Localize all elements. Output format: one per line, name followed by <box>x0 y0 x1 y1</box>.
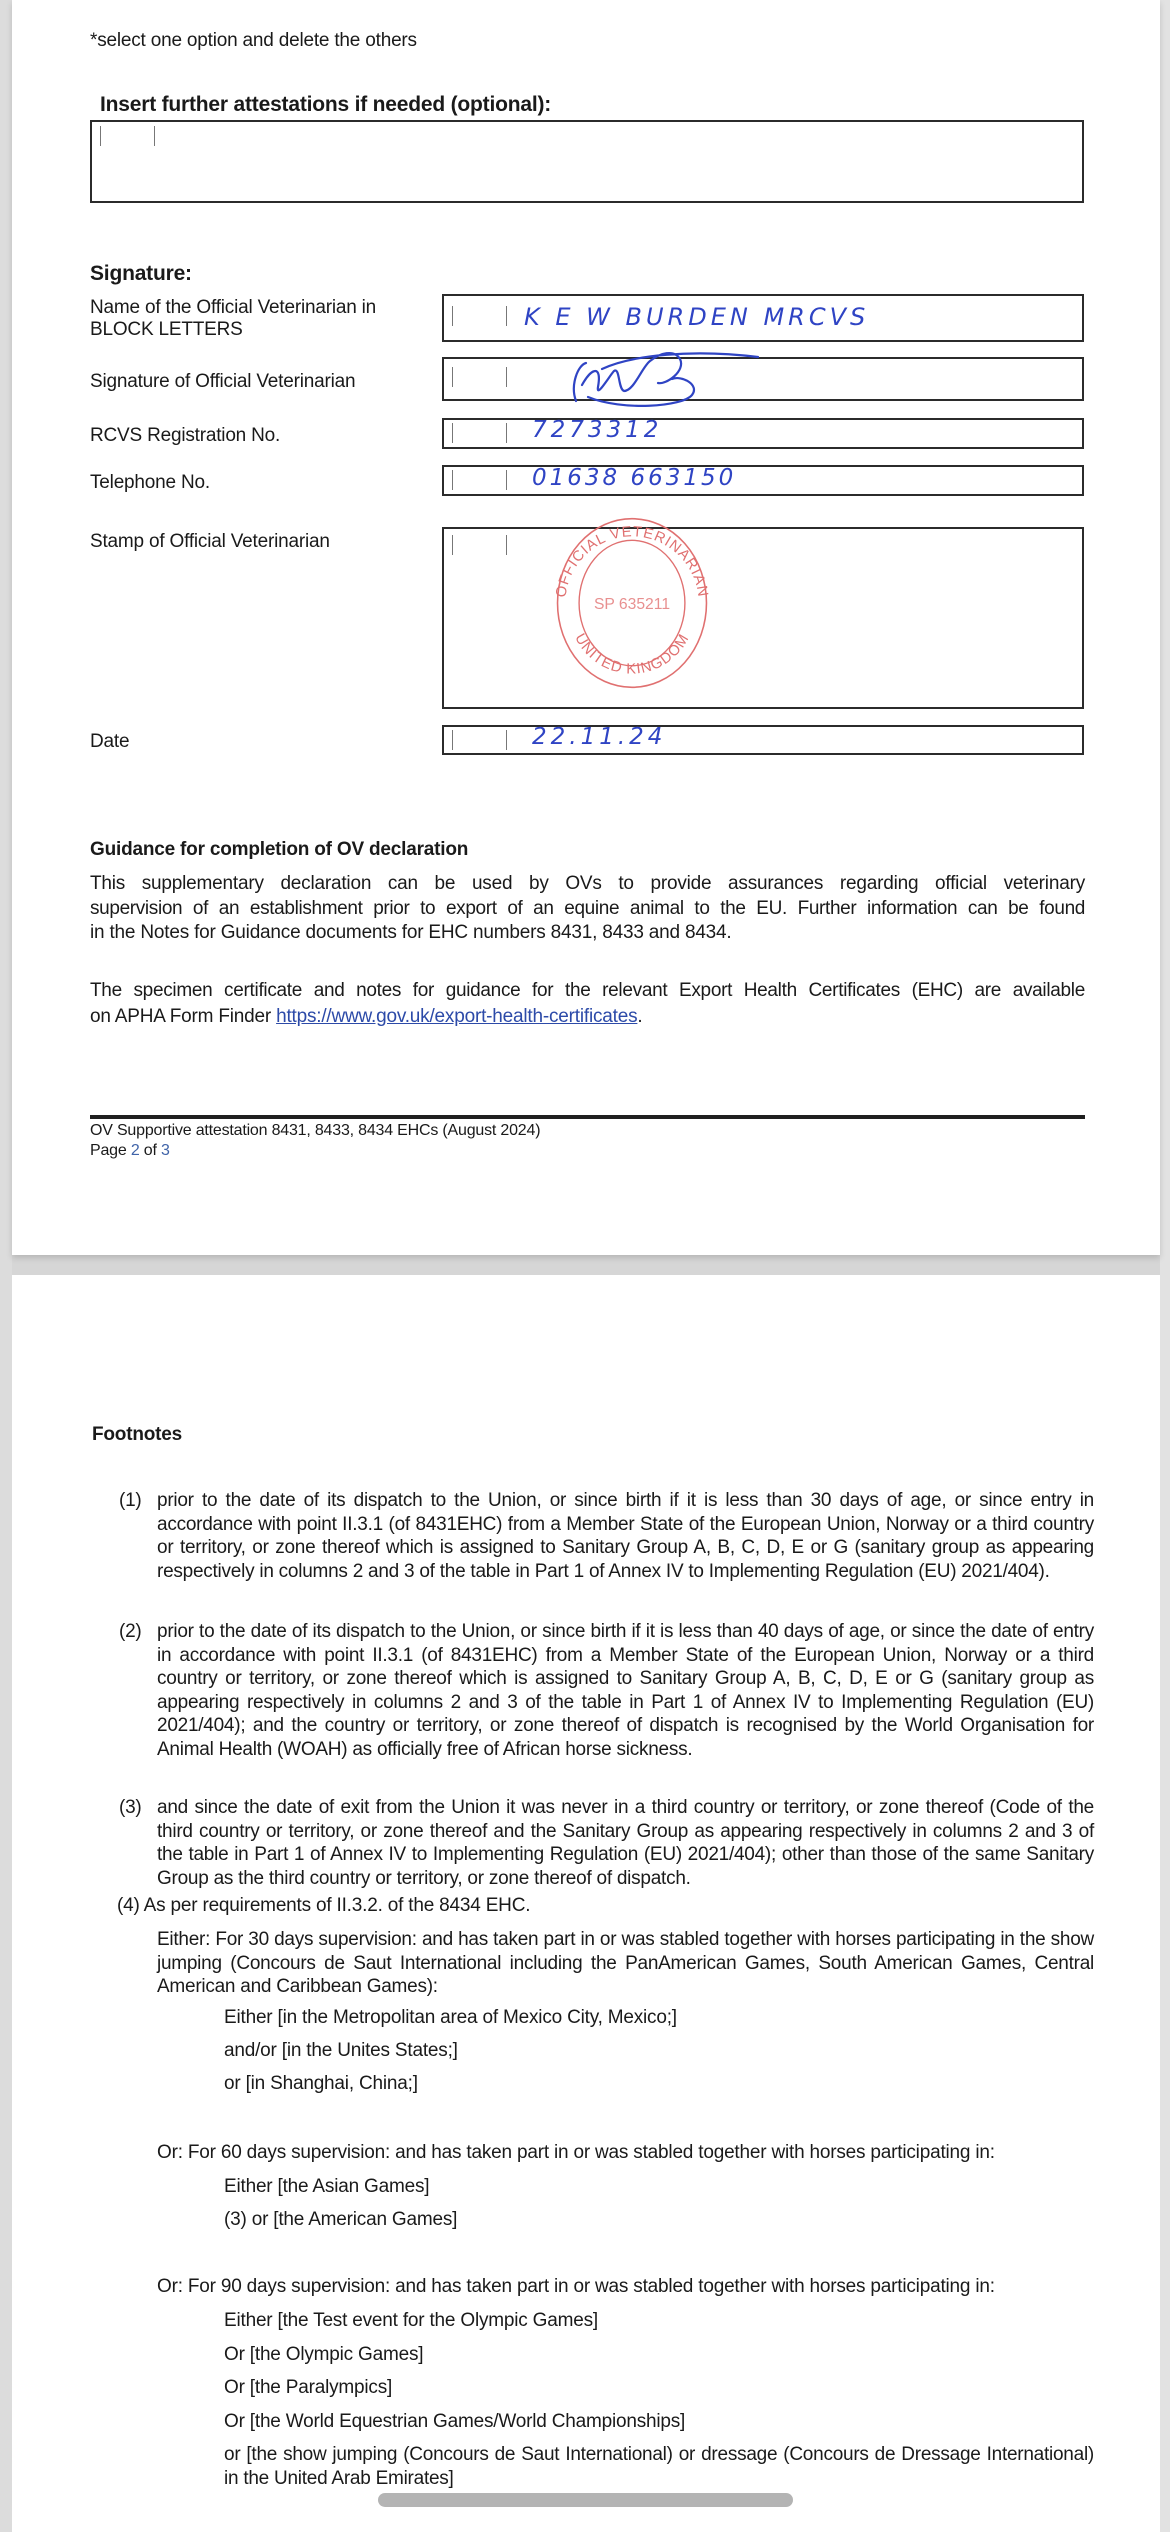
stamp-label: Stamp of Official Veterinarian <box>90 531 330 552</box>
signature-heading: Signature: <box>90 262 192 285</box>
telephone-value: 01638 663150 <box>532 465 737 491</box>
document-page-2 <box>12 0 1160 1255</box>
official-veterinarian-name-field[interactable] <box>442 294 1084 342</box>
footnote-number: (1) <box>119 1490 142 1511</box>
guidance-line <box>90 1004 1085 1030</box>
guidance-paragraph-1 <box>90 872 1085 946</box>
page-word: Page <box>90 1142 127 1159</box>
option-90-days-4: Or [the World Equestrian Games/World Championships] <box>224 2411 686 2432</box>
field-marker <box>154 126 155 146</box>
option-90-days-3: Or [the Paralympics] <box>224 2377 393 2398</box>
guidance-paragraph-2 <box>90 978 1085 1030</box>
option-30-days-2: and/or [in the Unites States;] <box>224 2040 458 2061</box>
footnote-text: or [the show jumping (Concours de Saut International) or dressage (Concours de Dressage International) in the United Arab Emirates] <box>224 2444 1094 2489</box>
field-marker <box>452 535 453 555</box>
viewer-left-edge <box>0 0 12 2532</box>
rcvs-registration-value: 7273312 <box>532 417 663 443</box>
viewer-right-edge <box>1160 0 1170 2532</box>
attestations-heading: Insert further attestations if needed (optional): <box>100 93 552 116</box>
signature-field[interactable] <box>442 357 1084 401</box>
field-marker <box>100 126 101 146</box>
option-60-days-1: Either [the Asian Games] <box>224 2176 430 2197</box>
official-veterinarian-name-value: K E W BURDEN MRCVS <box>524 303 870 331</box>
field-marker <box>506 306 507 326</box>
footnotes-heading: Footnotes <box>92 1424 183 1445</box>
guidance-line: The specimen certificate and notes for guidance for the relevant Export Health Certificates (EHC) are available <box>90 980 1085 1001</box>
footnote-text: and since the date of exit from the Union it was never in a third country or territory, or zone thereof (Code of the third country or territory, or zone thereof and the Sanitary Group as appearing respectively in columns 2 and 3 of the table in Part 1 of Annex IV to Implementing Regulation (EU) 2021/404); other than those of the same Sanitary Group as the third country or territory, or zone thereof of dispatch. <box>157 1797 1094 1889</box>
option-90-days-1: Either [the Test event for the Olympic Games] <box>224 2310 598 2331</box>
footnote-number: (2) <box>119 1621 142 1642</box>
option-90-days-2: Or [the Olympic Games] <box>224 2344 424 2365</box>
footnote-number: (3) <box>119 1797 142 1818</box>
date-field[interactable] <box>442 725 1084 755</box>
option-30-days-1: Either [in the Metropolitan area of Mexico City, Mexico;] <box>224 2007 677 2028</box>
handwritten-signature-icon <box>562 345 772 411</box>
date-value: 22.11.24 <box>532 724 667 750</box>
field-marker <box>452 423 453 443</box>
footnote-text: prior to the date of its dispatch to the Union, or since birth if it is less than 40 days of age, or since the date of entry in accordance with point II.3.1 (of 8431EHC) from a Member State of the European Union, Norway or a third country or territory, or zone thereof which is assigned to Sanitary Group A, B, C, D, E or G (sanitary group as appearing respectively in columns 2 and 3 of the table in Part 1 of Annex IV to Implementing Regulation (EU) 2021/404); and the country or territory, or zone thereof of dispatch is recognised by the World Organisation for Animal Health (WOAH) as officially free of African horse sickness. <box>157 1621 1094 1760</box>
option-30-days-3: or [in Shanghai, China;] <box>224 2073 418 2094</box>
period: . <box>637 1006 643 1027</box>
field-marker <box>506 730 507 750</box>
stamp-bottom-text: UNITED KINGDOM <box>571 631 693 678</box>
svg-text:OFFICIAL VETERINARIAN <box>553 524 710 598</box>
export-health-certificates-link[interactable]: https://www.gov.uk/export-health-certificates <box>276 1006 638 1027</box>
footnote-4-or-60-days: Or: For 60 days supervision: and has taken part in or was stabled together with horses participating in: <box>157 2142 995 2163</box>
guidance-line: in the Notes for Guidance documents for EHC numbers 8431, 8433 and 8434. <box>90 922 732 943</box>
footnote-text: prior to the date of its dispatch to the Union, or since birth if it is less than 30 days of age, or since entry in accordance with point II.3.1 (of 8431EHC) from a Member State of the European Union, Norway or a third country or territory, or zone thereof which is assigned to Sanitary Group A, B, C, D, E or G (sanitary group as appearing respectively in columns 2 and 3 of the table in Part 1 of Annex IV to Implementing Regulation (EU) 2021/404). <box>157 1490 1094 1582</box>
name-label-line2: BLOCK LETTERS <box>90 319 243 340</box>
rcvs-label: RCVS Registration No. <box>90 425 281 446</box>
guidance-heading: Guidance for completion of OV declaration <box>90 839 469 860</box>
field-marker <box>452 306 453 326</box>
field-marker <box>452 730 453 750</box>
further-attestations-field[interactable] <box>90 120 1084 203</box>
stamp-top-text: OFFICIAL VETERINARIAN <box>553 524 711 599</box>
guidance-line: supervision of an establishment prior to export of an equine animal to the EU. Further information can be found <box>90 897 1085 919</box>
current-page: 2 <box>130 1142 140 1159</box>
svg-text:UNITED KINGDOM <box>571 631 692 678</box>
telephone-label: Telephone No. <box>90 472 210 493</box>
field-marker <box>506 535 507 555</box>
rcvs-registration-field[interactable] <box>442 418 1084 449</box>
guidance-line: This supplementary declaration can be used by OVs to provide assurances regarding official veterinary <box>90 873 1085 894</box>
form-finder-text: on APHA Form Finder <box>90 1006 277 1027</box>
footer-rule <box>90 1115 1085 1119</box>
field-marker <box>452 367 453 387</box>
official-veterinarian-stamp-icon <box>534 505 730 701</box>
footnote-1 <box>119 1489 1094 1583</box>
field-marker <box>506 423 507 443</box>
footnote-4-heading: (4) As per requirements of II.3.2. of the 8434 EHC. <box>117 1895 531 1916</box>
footer-document-title: OV Supportive attestation 8431, 8433, 8434 EHCs (August 2024) <box>90 1122 541 1139</box>
footnote-4-or-90-days: Or: For 90 days supervision: and has taken part in or was stabled together with horses participating in: <box>157 2276 995 2297</box>
date-label: Date <box>90 731 130 752</box>
select-option-note: *select one option and delete the others <box>90 30 417 51</box>
total-pages: 3 <box>160 1142 170 1159</box>
footnote-4-either-30-days <box>157 1928 1094 1999</box>
of-word: of <box>143 1142 157 1159</box>
footnote-2 <box>119 1620 1094 1761</box>
document-page-3 <box>12 1275 1160 2532</box>
telephone-field[interactable] <box>442 465 1084 496</box>
option-60-days-2: (3) or [the American Games] <box>224 2209 458 2230</box>
option-90-days-5 <box>224 2443 1094 2490</box>
field-marker <box>506 367 507 387</box>
footnote-3 <box>119 1796 1094 1890</box>
stamp-center-text: SP 635211 <box>593 595 671 613</box>
horizontal-scroll-indicator[interactable] <box>378 2493 793 2507</box>
footnote-text: Either: For 30 days supervision: and has taken part in or was stabled together with horses participating in the show jumping (Concours de Saut International including the PanAmerican Games, South American Games, Central American and Caribbean Games): <box>157 1929 1094 1997</box>
field-marker <box>452 470 453 490</box>
footer-page-number <box>90 1141 170 1161</box>
field-marker <box>506 470 507 490</box>
signature-label: Signature of Official Veterinarian <box>90 371 356 392</box>
name-label-line1: Name of the Official Veterinarian in <box>90 297 377 318</box>
